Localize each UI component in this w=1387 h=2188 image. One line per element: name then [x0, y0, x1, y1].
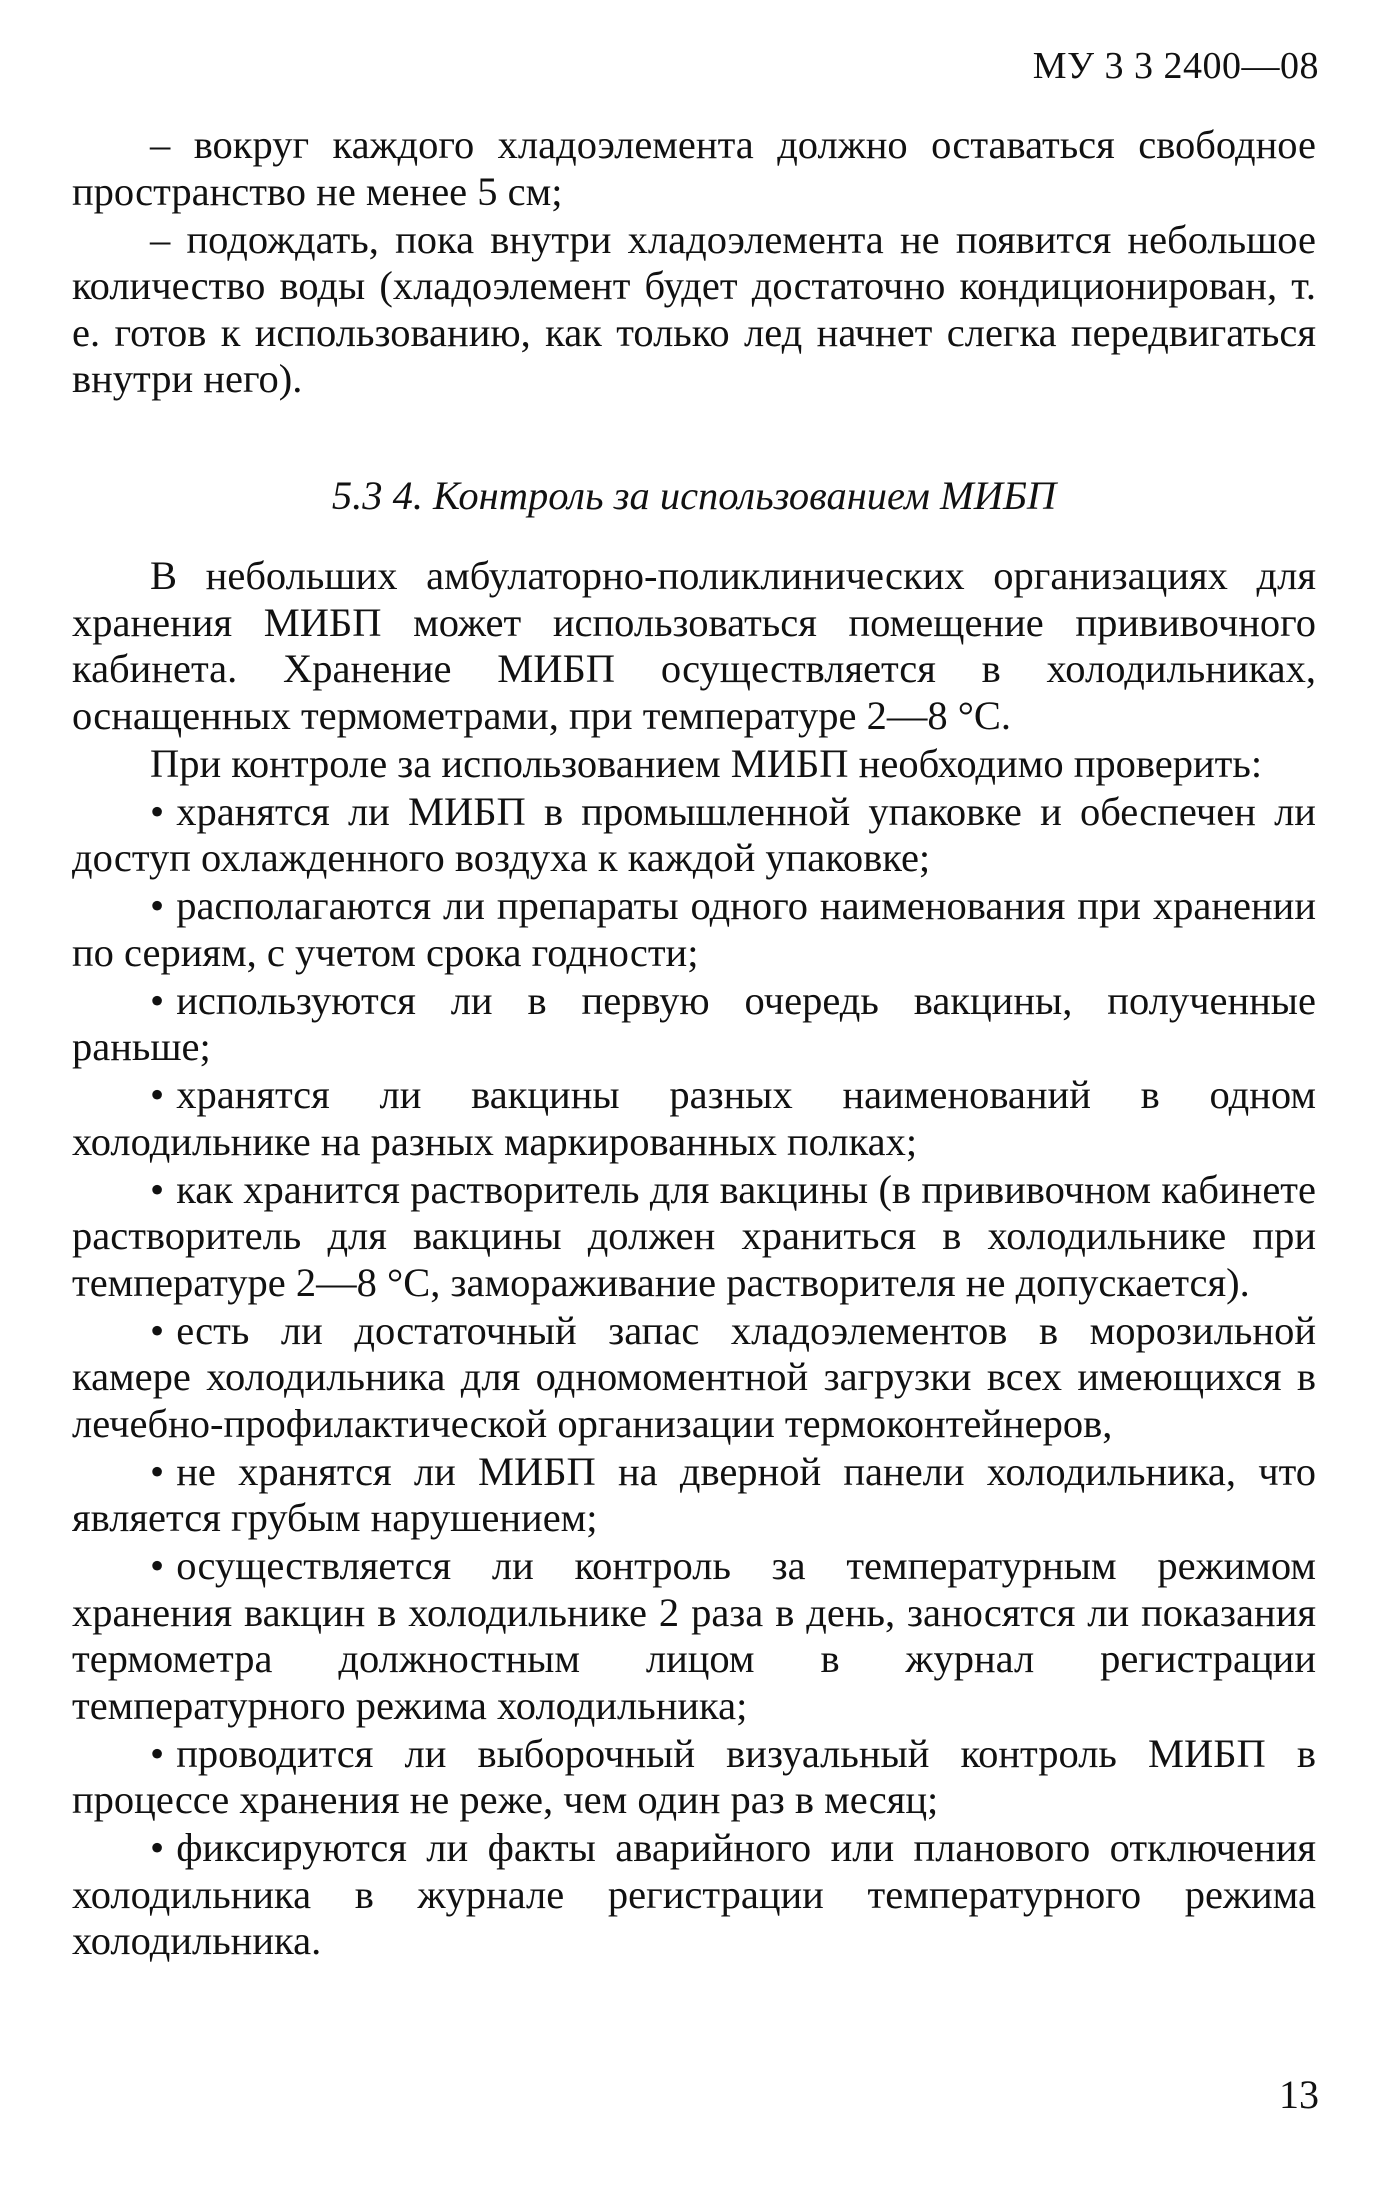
document-code-header: МУ 3 3 2400—08 [1032, 45, 1319, 87]
bullet-item [72, 1825, 1316, 1965]
intro-item: – вокруг каждого хладоэлемента должно оставаться свободное пространство не менее 5 см; [72, 122, 1316, 214]
bullet-item [72, 1308, 1316, 1448]
bullet-text: хранятся ли вакцины разных наименований в одном холодильнике на разных маркированных полках; [72, 1072, 1316, 1164]
section-number: 5.3 4. [331, 472, 423, 518]
paragraph: В небольших амбулаторно-поликлинических организациях для хранения МИБП может использоваться помещение прививочного кабинета. Хранение МИБП осуществляется в холодильниках, оснащенных термометрами, при температуре 2—8 °С. [72, 553, 1316, 738]
bullet-item [72, 978, 1316, 1071]
bullet-icon: • [150, 1825, 165, 1870]
bullet-item [72, 789, 1316, 882]
bullet-text: располагаются ли препараты одного наименования при хранении по сериям, с учетом срока годности; [72, 883, 1316, 975]
intro-item: – подождать, пока внутри хладоэлемента не появится небольшое количество воды (хладоэлемент будет достаточно кондиционирован, т. е. готов к использованию, как только лед начнет слегка передвигаться внутри него). [72, 216, 1316, 401]
bullet-text: используются ли в первую очередь вакцины, полученные раньше; [72, 977, 1316, 1069]
bullet-icon: • [150, 1166, 165, 1212]
bullet-item [72, 883, 1316, 976]
section-title: Контроль за использованием МИБП [433, 472, 1057, 518]
bullet-text: фиксируются ли факты аварийного или планового отключения холодильника в журнале регистрации температурного режима холодильника. [72, 1825, 1316, 1963]
bullet-icon: • [150, 883, 165, 928]
bullet-icon: • [150, 1307, 165, 1353]
bullet-text: хранятся ли МИБП в промышленной упаковке и обеспечен ли доступ охлажденного воздуха к каждой упаковке; [72, 788, 1316, 880]
bullet-item [72, 1167, 1316, 1307]
bullet-icon: • [150, 788, 165, 834]
page-number: 13 [1279, 2072, 1319, 2117]
bullet-icon: • [150, 977, 165, 1023]
bullet-text: есть ли достаточный запас хладоэлементов в морозильной камере холодильника для одномоментной загрузки всех имеющихся в лечебно-профилактической организации термоконтейнеров, [72, 1307, 1316, 1446]
bullet-icon: • [150, 1072, 165, 1117]
bullet-item [72, 1543, 1316, 1729]
bullet-icon: • [150, 1543, 165, 1588]
bullet-icon: • [150, 1730, 165, 1776]
paragraph: При контроле за использованием МИБП необходимо проверить: [150, 740, 1263, 786]
bullet-text: осуществляется ли контроль за температурным режимом хранения вакцин в холодильнике 2 раза в день, заносятся ли показания термометра должностным лицом в журнал регистрации температурного режима холодильника; [72, 1543, 1316, 1728]
bullet-item [72, 1449, 1316, 1542]
bullet-text: не хранятся ли МИБП на дверной панели холодильника, что является грубым нарушением; [72, 1448, 1316, 1540]
bullet-item [72, 1072, 1316, 1165]
bullet-icon: • [150, 1448, 165, 1494]
page-body [72, 122, 1316, 1965]
section-heading [72, 473, 1316, 520]
bullet-item [72, 1731, 1316, 1824]
bullet-text: как хранится растворитель для вакцины (в прививочном кабинете растворитель для вакцины должен храниться в холодильнике при температуре 2—8 °С, замораживание растворителя не допускается). [72, 1166, 1316, 1305]
bullet-text: проводится ли выборочный визуальный контроль МИБП в процессе хранения не реже, чем один раз в месяц; [72, 1730, 1316, 1822]
